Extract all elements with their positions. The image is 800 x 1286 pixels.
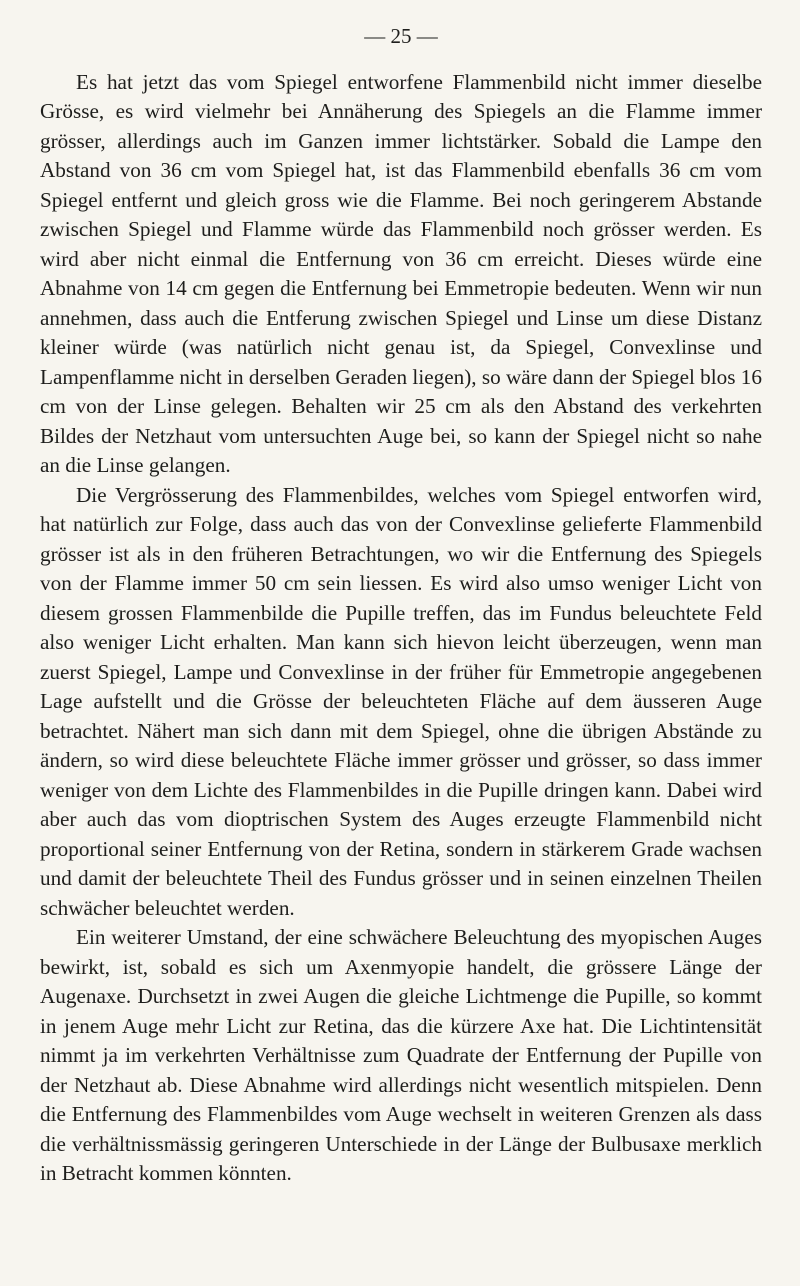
paragraph-2: Die Vergrösserung des Flammenbildes, welches vom Spiegel entworfen wird, hat natürlich zur Folge, dass auch das von der Convexlinse gelieferte Flammenbild grösser ist als in den früheren Betrachtungen, wo wir die Entfernung des Spiegels von der Flamme immer 50 cm sein liessen. Es wird also umso weniger Licht von diesem grossen Flammenbilde die Pupille treffen, das im Fundus beleuchtete Feld also weniger Licht erhalten. Man kann sich hievon leicht überzeugen, wenn man zuerst Spiegel, Lampe und Convexlinse in der früher für Emmetropie angegebenen Lage aufstellt und die Grösse der beleuchteten Fläche auf dem äusseren Auge betrachtet. Nähert man sich dann mit dem Spiegel, ohne die übrigen Abstände zu ändern, so wird diese beleuchtete Fläche immer grösser und grösser, so dass immer weniger von dem Lichte des Flammenbildes in die Pupille dringen kann. Dabei wird aber auch das vom dioptrischen System des Auges erzeugte Flammenbild nicht proportional seiner Entfernung von der Retina, sondern in stärkerem Grade wachsen und damit der beleuchtete Theil des Fundus grösser und in seinen einzelnen Theilen schwächer beleuchtet werden. bbox=[40, 482, 762, 920]
book-page bbox=[40, 22, 762, 1272]
paragraph-3: Ein weiterer Umstand, der eine schwächere Beleuchtung des myopischen Auges bewirkt, ist, sobald es sich um Axenmyopie handelt, die grössere Länge der Augenaxe. Durchsetzt in zwei Augen die gleiche Lichtmenge die Pupille, so kommt in jenem Auge mehr Licht zur Retina, das die kürzere Axe hat. Die Lichtintensität nimmt ja im verkehrten Verhältnisse zum Quadrate der Entfernung der Pupille von der Netzhaut ab. Diese Abnahme wird allerdings nicht wesentlich mitspielen. Denn die Entfernung des Flammenbildes vom Auge wechselt in weiteren Grenzen als dass die verhältnissmässig geringeren Unterschiede in der Länge der Bulbusaxe merklich in Betracht kommen könnten. bbox=[40, 925, 762, 1185]
page-number: — 25 — bbox=[364, 24, 438, 48]
paragraph-1: Es hat jetzt das vom Spiegel entworfene Flammenbild nicht immer dieselbe Grösse, es wird vielmehr bei Annäherung des Spiegels an die Flamme immer grösser, allerdings auch im Ganzen immer lichtstärker. Sobald die Lampe den Abstand von 36 cm vom Spiegel hat, ist das Flammenbild ebenfalls 36 cm vom Spiegel entfernt und gleich gross wie die Flamme. Bei noch geringerem Abstande zwischen Spiegel und Flamme würde das Flammenbild noch grösser werden. Es wird aber nicht einmal die Entfernung von 36 cm erreicht. Dieses würde eine Abnahme von 14 cm gegen die Entfernung bei Emmetropie bedeuten. Wenn wir nun annehmen, dass auch die Entferung zwischen Spiegel und Linse um diese Distanz kleiner würde (was natürlich nicht genau ist, da Spiegel, Convexlinse und Lampenflamme nicht in derselben Geraden liegen), so wäre dann der Spiegel blos 16 cm von der Linse gelegen. Behalten wir 25 cm als den Abstand des verkehrten Bildes der Netzhaut vom untersuchten Auge bei, so kann der Spiegel nicht so nahe an die Linse gelangen. bbox=[40, 69, 762, 477]
